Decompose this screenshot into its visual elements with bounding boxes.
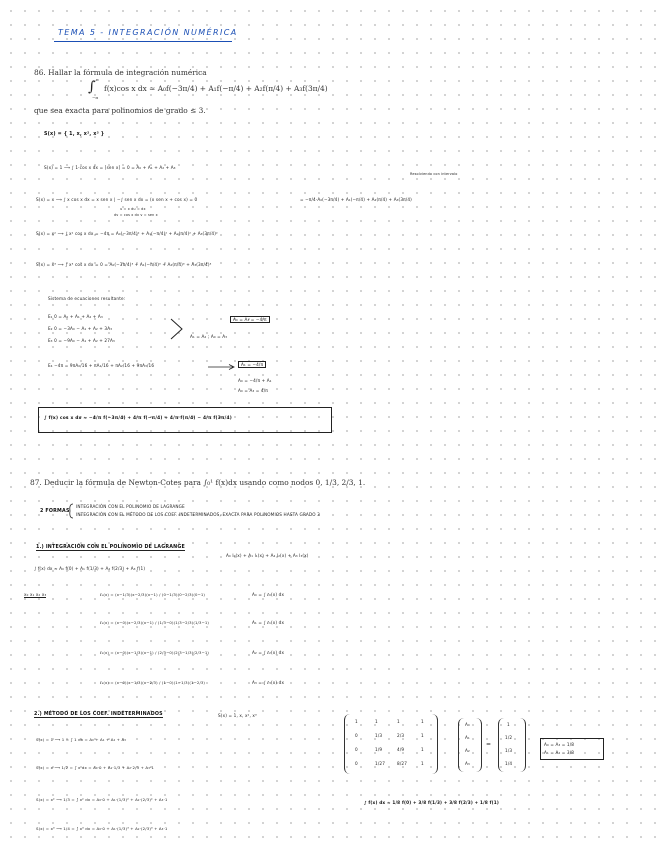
ex86-line1: S(x) = 1 ⟶ ∫ 1·cos x dx = [sen x] = 0 = A₀ + A₁ + A₂ + A₃ xyxy=(44,165,176,170)
ex86-upper: π xyxy=(96,77,99,82)
ex87-statement: 87. Deducir la fórmula de Newton-Cotes para ∫₀¹ f(x)dx usando como nodos 0, 1/3, 2/3, 1. xyxy=(30,478,366,487)
ex87-s1-title: 1.) INTEGRACIÓN CON EL POLINOMIO DE LAGRANGE xyxy=(36,545,185,550)
vector-b-cell: 1 xyxy=(507,722,510,727)
matrix-cell: 1/9 xyxy=(375,747,383,752)
ex87-a2: A₂ = ∫ ℓ₂(x) dx xyxy=(252,650,285,655)
ex87-s1-right: A₀ l₀(x) + A₁ l₁(x) + A₂ l₂(x) + A₃ l₃(x) xyxy=(226,553,309,558)
matrix-cell: 1 xyxy=(421,719,424,724)
ex86-line2a: S(x) = x ⟶ ∫ x cos x dx = x sen x | −∫ sen x dx = (x sen x + cos x) = 0 xyxy=(36,197,198,202)
ex87-l1: ℓ₁(x) = (x−0)(x−2/3)(x−1) / (1/3−0)(1/3−2/3)(1/3−1) xyxy=(100,620,210,625)
matrix-cell: 1 xyxy=(421,733,424,738)
result-arrow xyxy=(208,364,236,370)
ex86-line2-sub2: dv = cos x dx v = sen x xyxy=(114,213,158,217)
ex86-condition: que sea exacta para polinomios de grado ≤ 3. xyxy=(34,106,206,115)
coef-matrix xyxy=(344,714,438,774)
matrix-cell: 2/3 xyxy=(397,733,405,738)
ex86-lower: −π xyxy=(92,95,98,100)
vector-a xyxy=(458,718,482,772)
ex87-final: ∫ f(x) dx ≈ 1/8 f(0) + 3/8 f(1/3) + 3/8 f(2/3) + 1/8 f(1) xyxy=(364,800,500,805)
vector-a-cell: A₀ xyxy=(465,722,470,727)
ex87-l3: ℓ₃(x) = (x−0)(x−1/3)(x−2/3) / (1−0)(1−1/3)(1−2/3) xyxy=(100,680,206,685)
ex86-right2: A₁ = A₂ ; A₀ = A₃ xyxy=(190,334,228,339)
matrix-cell: 1 xyxy=(355,719,358,724)
ex87-a0: A₀ = ∫ ℓ₀(x) dx xyxy=(252,592,285,597)
ex87-m3: S(x) = x² ⟶ 1/3 = ∫ x² dx = A₀·0 + A₁·(1/3)² + A₂·(2/3)² + A₃·1 xyxy=(36,797,168,802)
matrix-cell: 1 xyxy=(421,747,424,752)
ex86-formula: f(x)cos x dx ≈ A₀f(−3π/4) + A₁f(−π/4) + A₂f(π/4) + A₃f(3π/4) xyxy=(104,84,328,93)
matrix-cell: 1 xyxy=(421,761,424,766)
matrix-cell: 4/9 xyxy=(397,747,405,752)
ex87-l0: ℓ₀(x) = (x−1/3)(x−2/3)(x−1) / (0−1/3)(0−2/3)(0−1) xyxy=(100,592,206,597)
ex87-s2-basis: S(x) = 1, x, x², x³ xyxy=(218,713,257,718)
ex87-a3: A₃ = ∫ ℓ₃(x) dx xyxy=(252,680,285,685)
matrix-cell: 0 xyxy=(355,761,358,766)
vector-b-cell: 1/2 xyxy=(505,735,513,740)
ex86-statement: 86. Hallar la fórmula de integración numérica xyxy=(34,68,207,77)
ex86-e2: E₂ 0 = −3A₀ − A₁ + A₂ + 3A₃ xyxy=(48,326,113,331)
system-brace xyxy=(170,318,184,340)
ex87-a1: A₁ = ∫ ℓ₁(x) dx xyxy=(252,620,285,625)
equals-sign: = xyxy=(486,741,492,748)
matrix-cell: 1/27 xyxy=(375,761,386,766)
ex86-right1: A₀ = A₃ = −4/π xyxy=(230,316,270,323)
ex86-e1: E₁ 0 = A₀ + A₁ + A₂ + A₃ xyxy=(48,314,103,319)
vector-a-cell: A₁ xyxy=(465,735,470,740)
ex87-l2: ℓ₂(x) = (x−0)(x−1/3)(x−1) / (2/3−0)(2/3−1/3)(2/3−1) xyxy=(100,650,210,655)
ex86-line4: S(x) = x³ ⟶ ∫ x³ cos x dx = 0 = A₀(−3π/4)³ + A₁(−π/4)³ + A₂(π/4)³ + A₃(3π/4)³ xyxy=(36,262,212,267)
ex87-forma1: INTEGRACIÓN CON EL POLINOMIO DE LAGRANGE xyxy=(76,504,185,509)
page-title: TEMA 5 - INTEGRACIÓN NUMÉRICA xyxy=(58,28,238,37)
ex87-forma2: INTEGRACIÓN CON EL MÉTODO DE LOS COEF. INDETERMINADOS, EXACTA PARA POLINOMIOS HASTA GRADO 3 xyxy=(76,512,320,517)
ex86-res1: A₁ = −4/π xyxy=(238,361,266,368)
ex87-m1: S(x) = 1 ⟶ 1 = ∫ 1 dx = A₀ + A₁ + A₂ + A₃ xyxy=(36,737,126,742)
ex86-res2: A₀ = −4/π + A₁ xyxy=(238,378,272,383)
integral-sign: ∫ xyxy=(88,79,96,95)
matrix-cell: 1 xyxy=(397,719,400,724)
matrix-cell: 1 xyxy=(375,719,378,724)
ex87-formas-label: 2 FORMAS xyxy=(40,509,70,514)
ex86-line2-note: Resolviendo con intervalo xyxy=(410,172,458,176)
ex86-line2b: = −π/4·A₀(−3π/4) + A₁(−π/4) + A₂(π/4) + A₃(3π/4) xyxy=(300,197,412,202)
ex87-s1-main: ∫ f(x) dx ≈ A₀ f(0) + A₁ f(1/3) + A₂ f(2/3) + A₃ f(1) xyxy=(34,566,146,571)
ex87-sol1: A₀ = A₃ = 1/8 xyxy=(544,742,575,747)
ex86-e4: E₄ −4π = 9πA₀/16 + πA₁/16 + πA₂/16 + 9πA₃/16 xyxy=(48,363,155,368)
ex86-line2-sub: u = x du = dx xyxy=(120,207,146,211)
ex87-s1-left: x₀ x₁ x₂ x₃ xyxy=(24,592,47,597)
ex86-line3: S(x) = x² ⟶ ∫ x² cos x dx = −4π = A₀(−3π/4)² + A₁(−π/4)² + A₂(π/4)² + A₃(3π/4)² xyxy=(36,231,218,236)
ex87-sol2: A₁ = A₂ = 3/8 xyxy=(544,750,575,755)
ex86-system-title: Sistema de ecuaciones resultante: xyxy=(48,296,126,301)
matrix-cell: 1/3 xyxy=(375,733,383,738)
matrix-cell: 0 xyxy=(355,733,358,738)
formas-brace xyxy=(68,503,74,519)
ex87-m4: S(x) = x³ ⟶ 1/4 = ∫ x³ dx = A₀·0 + A₁·(1/3)³ + A₂·(2/3)³ + A₃·1 xyxy=(36,826,168,831)
vector-a-cell: A₂ xyxy=(465,748,470,753)
vector-b-cell: 1/4 xyxy=(505,761,513,766)
ex86-res3: A₀ = A₃ = 4/π xyxy=(238,388,268,393)
vector-b-cell: 1/3 xyxy=(505,748,513,753)
vector-b xyxy=(498,718,526,772)
ex86-basis: S(x) = { 1, x, x², x³ } xyxy=(44,132,105,137)
ex87-s2-title: 2.) MÉTODO DE LOS COEF. INDETERMINADOS xyxy=(34,712,163,717)
ex87-m2: S(x) = x ⟶ 1/2 = ∫ x dx = A₀·0 + A₁·1/3 + A₂·2/3 + A₃·1 xyxy=(36,765,154,770)
ex86-e3: E₃ 0 = −9A₀ − A₁ + A₂ + 27A₃ xyxy=(48,338,115,343)
matrix-cell: 8/27 xyxy=(397,761,408,766)
title-underline xyxy=(54,41,232,42)
ex86-final: ∫ f(x) cos x dx ≈ −4/π f(−3π/4) + 4/π f(−π/4) + 4/π f(π/4) − 4/π f(3π/4) xyxy=(44,416,232,421)
ex87-solution-box xyxy=(540,738,604,760)
vector-a-cell: A₃ xyxy=(465,761,470,766)
matrix-cell: 0 xyxy=(355,747,358,752)
